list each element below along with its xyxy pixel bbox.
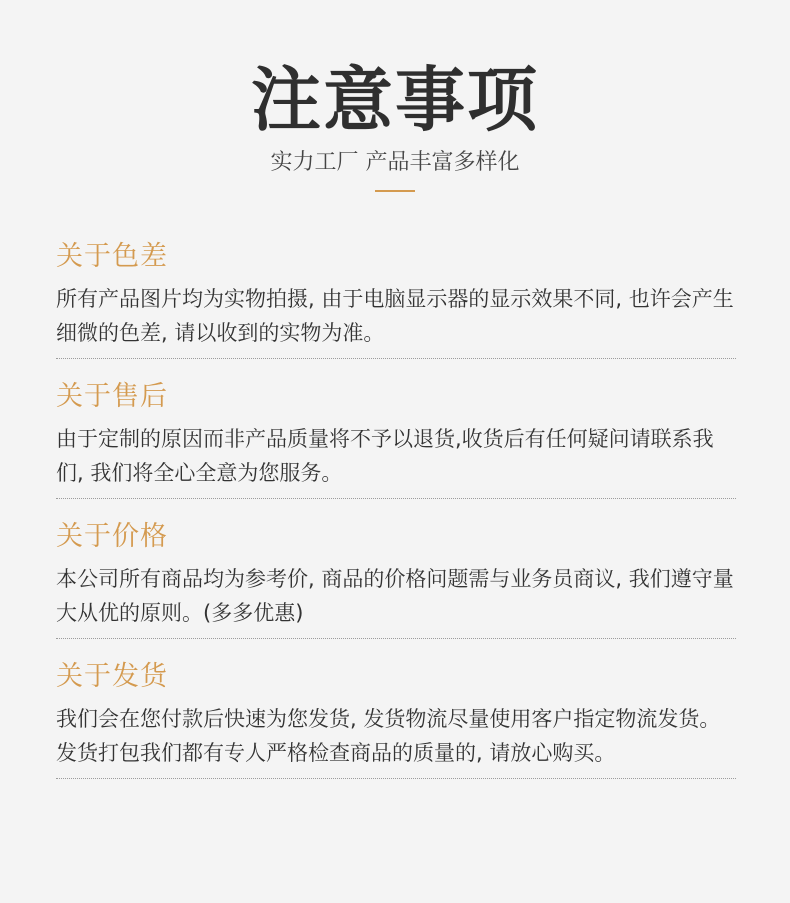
section-color-difference [56,240,736,350]
section-shipping [56,660,736,770]
section-heading: 关于价格 [56,521,168,552]
section-body: 由于定制的原因而非产品质量将不予以退货,收货后有任何疑问请联系我们, 我们将全心全意为您服务。 [56,427,714,485]
section-divider [56,358,736,359]
section-price [56,520,736,630]
section-heading: 关于发货 [56,661,168,692]
section-divider [56,778,736,779]
section-heading: 关于色差 [56,241,168,272]
section-body: 所有产品图片均为实物拍摄, 由于电脑显示器的显示效果不同, 也许会产生细微的色差, 请以收到的实物为准。 [56,287,734,345]
section-divider [56,638,736,639]
section-body: 本公司所有商品均为参考价, 商品的价格问题需与业务员商议, 我们遵守量大从优的原则。(多多优惠) [56,567,734,625]
section-body: 我们会在您付款后快速为您发货, 发货物流尽量使用客户指定物流发货。发货打包我们都有专人严格检查商品的质量的, 请放心购买。 [56,707,721,765]
section-after-sales [56,380,736,490]
page-title: 注意事项 [251,59,539,141]
section-heading: 关于售后 [56,381,168,412]
section-divider [56,498,736,499]
title-accent-line [375,190,415,192]
page-subtitle: 实力工厂 产品丰富多样化 [270,150,520,175]
